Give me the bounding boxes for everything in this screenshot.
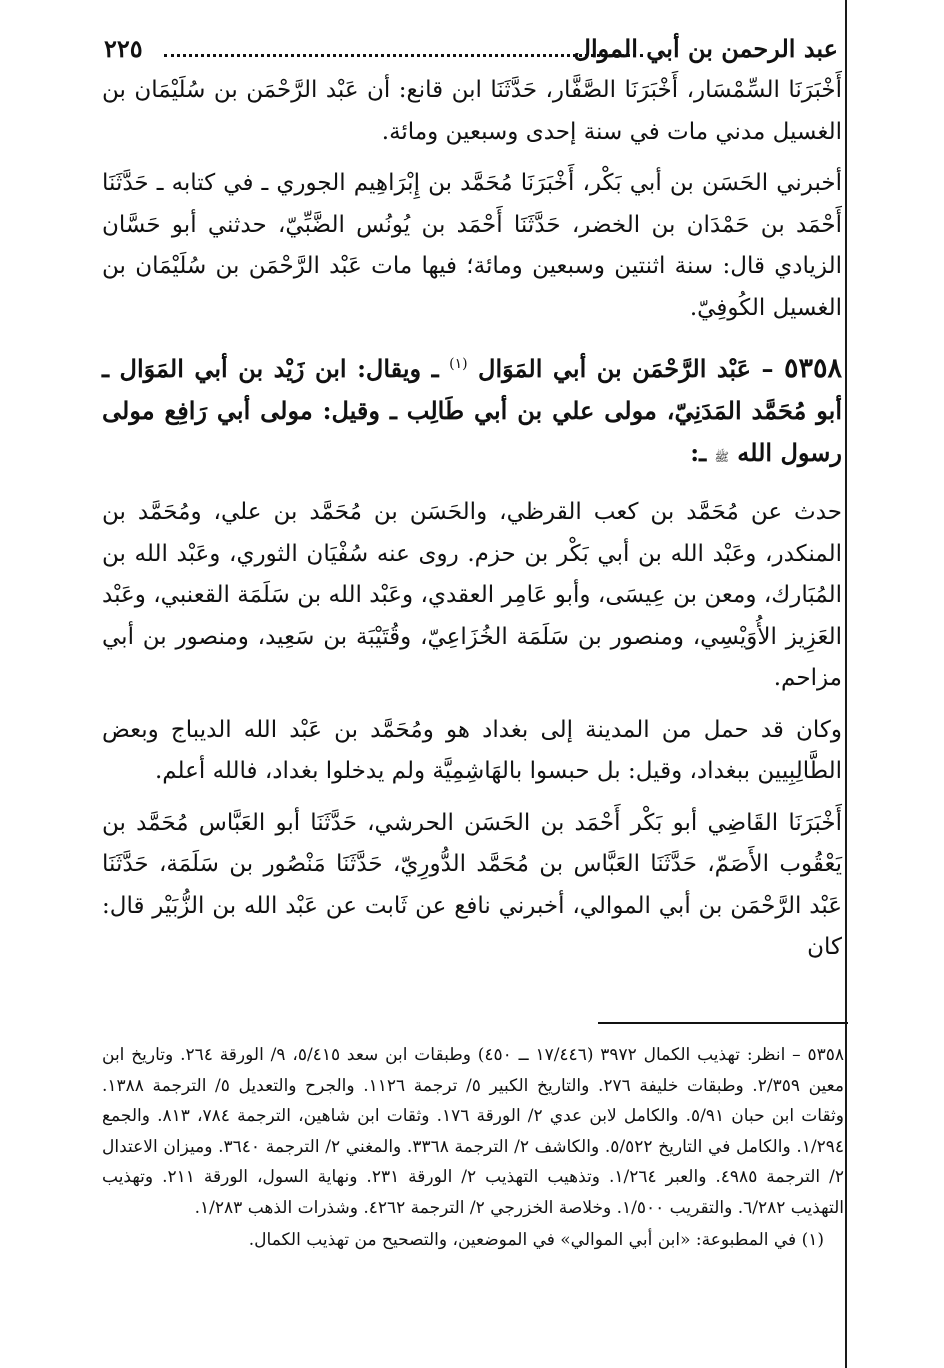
page-number: ٢٢٥ <box>104 34 143 63</box>
entry-closing: ـ: <box>690 438 715 467</box>
footnotes <box>102 1040 844 1255</box>
paragraph-5: أَخْبَرَنَا القَاضِي أبو بَكْر أَحْمَد بن الحَسَن الحرشي، حَدَّثَنَا أبو العَبَّاس مُحَمَّد بن يَعْقُوب الأَصَمّ، حَدَّثَنَا العَبَّاس بن مُحَمَّد الدُّورِيّ، حَدَّثَنَا مَنْصُور بن سَلَمَة، حَدَّثَنَا عَبْد الرَّحْمَن بن أبي الموالي، أخبرني نافع عن ثَابت عن عَبْد الله بن الزُّبَيْر قال: كان <box>102 809 843 960</box>
running-title: عبد الرحمن بن أبي الموال <box>573 34 838 63</box>
entry-number: ٥٣٥٨ <box>783 353 842 384</box>
footnote-1: (١) في المطبوعة: «ابن أبي الموالي» في الموضعين، والتصحيح من تهذيب الكمال. <box>248 1230 824 1250</box>
paragraph-4: وكان قد حمل من المدينة إلى بغداد هو ومُحَمَّد بن عَبْد الله الديباج وبعض الطَّالِبِيين ببغداد، وقيل: بل حبسوا بالهَاشِمِيَّة ولم يدخلوا بغداد، فالله أعلم. <box>102 716 842 784</box>
salutation-glyph: ﷺ <box>714 450 729 464</box>
running-header <box>104 32 838 72</box>
paragraph-1: أَخْبَرَنَا السِّمْسَار، أَخْبَرَنَا الصَّفَّار، حَدَّثَنَا ابن قانع: أن عَبْد الرَّحْمَن بن سُلَيْمَان بن الغسيل مدني مات في سنة إحدى وسبعين ومائة. <box>102 77 842 145</box>
page-edge-rule <box>845 0 847 1368</box>
entry-details: ـ ويقال: ابن زَيْد بن أبي المَوَال ـ أبو مُحَمَّد المَدَنِيّ، مولى علي بن أبي طَالِب ـ وقيل: مولى أبي رَافِع مولى رسول الله <box>102 354 842 467</box>
paragraph-3: حدث عن مُحَمَّد بن كعب القرظي، والحَسَن بن مُحَمَّد بن علي، ومُحَمَّد بن المنكدر، وعَبْد الله بن أبي بَكْر بن حزم. روى عنه سُفْيَان الثوري، وعَبْد الله بن المُبَارك، ومعن بن عِيسَى، وأبو عَامِر العقدي، وعَبْد الله بن سَلَمَة القعنبي، وعَبْد العَزِيز الأُوَيْسِي، ومنصور بن سَلَمَة الخُزَاعِيّ، وقُتَيْبَة بن سَعِيد، ومنصور بن أبي مزاحم. <box>102 499 842 691</box>
main-text <box>102 70 842 969</box>
biography-entry-heading <box>102 343 842 478</box>
paragraph-2: أخبرني الحَسَن بن أبي بَكْر، أَخْبَرَنَا مُحَمَّد بن إِبْرَاهِيم الجوري ـ في كتابه ـ حَدَّثَنَا أَحْمَد بن حَمْدَان بن الخضر، حَدَّثَنَا أَحْمَد بن يُونُس الضَّبِّيّ، حدثني أبو حَسَّان الزيادي قال: سنة اثنتين وسبعين ومائة؛ فيها مات عَبْد الرَّحْمَن بن سُلَيْمَان بن الغسيل الكُوفِيّ. <box>102 170 842 321</box>
entry-dash: – <box>751 354 784 383</box>
footnote-sources: ٥٣٥٨ – انظر: تهذيب الكمال ٣٩٧٢ (١٧/٤٤٦ ــ ٤٥٠) وطبقات ابن سعد ٥/٤١٥، ٩/ الورقة ٢٦٤. وتاريخ ابن معين ٢/٣٥٩. وطبقات خليفة ٢٧٦. والتاريخ الكبير ٥/ ترجمة ١١٢٦. والجرح والتعديل ٥/ الترجمة ١٣٨٨. وثقات ابن حبان ٥/٩١. والكامل لابن عدي ٢/ الورقة ١٧٦. وثقات ابن شاهين، الترجمة ٧٨٤، ٨١٣. والجمع ١/٢٩٤. والكامل في التاريخ ٥/٥٢٢. والكاشف ٢/ الترجمة ٣٣٦٨. والمغني ٢/ الترجمة ٣٦٤٠. وميزان الاعتدال ٢/ الترجمة ٤٩٨٥. والعبر ١/٢٦٤. وتذهيب التهذيب ٢/ الورقة ٢٣١. ونهاية السول، الورقة ٢١١. وتهذيب التهذيب ٦/٢٨٢. والتقريب ١/٥٠٠. وخلاصة الخزرجي ٢/ الترجمة ٤٢٦٢. وشذرات الذهب ١/٢٨٣. <box>102 1045 845 1218</box>
entry-name: عَبْد الرَّحْمَن بن أبي المَوَال <box>467 354 751 383</box>
footnote-separator <box>598 1022 848 1024</box>
header-dot-leader <box>164 54 643 57</box>
footnote-reference: (١) <box>449 356 468 372</box>
